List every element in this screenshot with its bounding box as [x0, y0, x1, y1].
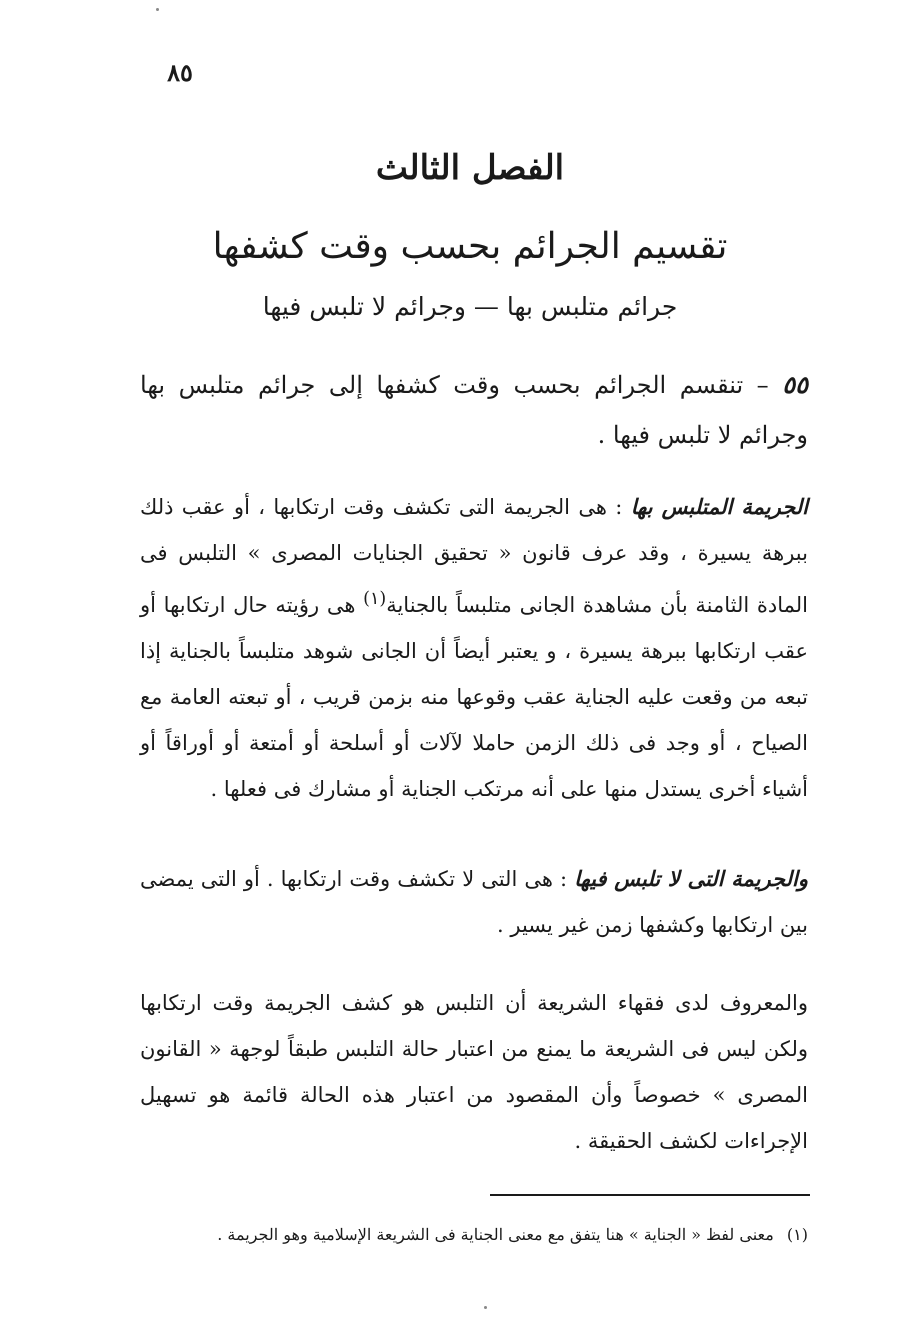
footnote-divider	[490, 1194, 810, 1196]
section-title: تقسيم الجرائم بحسب وقت كشفها	[212, 226, 728, 267]
scan-speck	[156, 8, 159, 11]
page-number: ٨٥	[167, 58, 193, 87]
paragraph-sharia-view	[140, 980, 808, 1164]
footnote	[140, 1222, 808, 1248]
paragraph-text: : هى الجريمة التى تكشف وقت ارتكابها ، أو عقب ذلك ببرهة يسيرة ، وقد عرف قانون « تحقيق الجنايات المصرى » التلبس فى المادة الثامنة بأن مشاهدة الجانى متلبساً بالجناية	[140, 495, 808, 617]
paragraph-text: : هى التى لا تكشف وقت ارتكابها . أو التى يمضى بين ارتكابها وكشفها زمن غير يسير .	[140, 867, 808, 937]
paragraph-non-flagrant-crime	[140, 856, 808, 948]
scan-speck	[484, 1306, 487, 1309]
paragraph-flagrant-crime	[140, 484, 808, 812]
defined-term: والجريمة التى لا تلبس فيها	[574, 866, 808, 891]
paragraph-55	[140, 360, 808, 460]
paragraph-text-continued: هى رؤيته حال ارتكابها أو عقب ارتكابها ببرهة يسيرة ، و يعتبر أيضاً أن الجانى شوهد متلبساً بالجناية إذا تبعه من وقعت عليه الجناية عقب وقوعها منه بزمن قريب ، أو تبعته العامة مع الصياح ، أو وجد فى ذلك الزمن حاملا لآلات أو أسلحة أو أمتعة أو أوراقاً أو أشياء أخرى يستدل منها على أنه مرتكب الجناية أو مشارك فى فعلها .	[140, 593, 808, 801]
footnote-reference[interactable]: (١)	[363, 589, 387, 609]
section-subtitle: جرائم متلبس بها — وجرائم لا تلبس فيها	[262, 292, 678, 321]
footnote-mark: (١)	[786, 1225, 808, 1244]
chapter-title: الفصل الثالث	[375, 148, 565, 188]
paragraph-text: – تنقسم الجرائم بحسب وقت كشفها إلى جرائم متلبس بها وجرائم لا تلبس فيها .	[140, 371, 808, 449]
paragraph-number: ٥٥	[782, 370, 808, 399]
paragraph-text: والمعروف لدى فقهاء الشريعة أن التلبس هو كشف الجريمة وقت ارتكابها ولكن ليس فى الشريعة ما يمنع من اعتبار حالة التلبس طبقاً لوجهة « القانون المصرى » خصوصاً وأن المقصود من اعتبار هذه الحالة قائمة هو تسهيل الإجراءات لكشف الحقيقة .	[140, 991, 808, 1153]
footnote-text: معنى لفظ « الجناية » هنا يتفق مع معنى الجناية فى الشريعة الإسلامية وهو الجريمة .	[217, 1225, 774, 1244]
defined-term: الجريمة المتلبس بها	[630, 494, 809, 519]
